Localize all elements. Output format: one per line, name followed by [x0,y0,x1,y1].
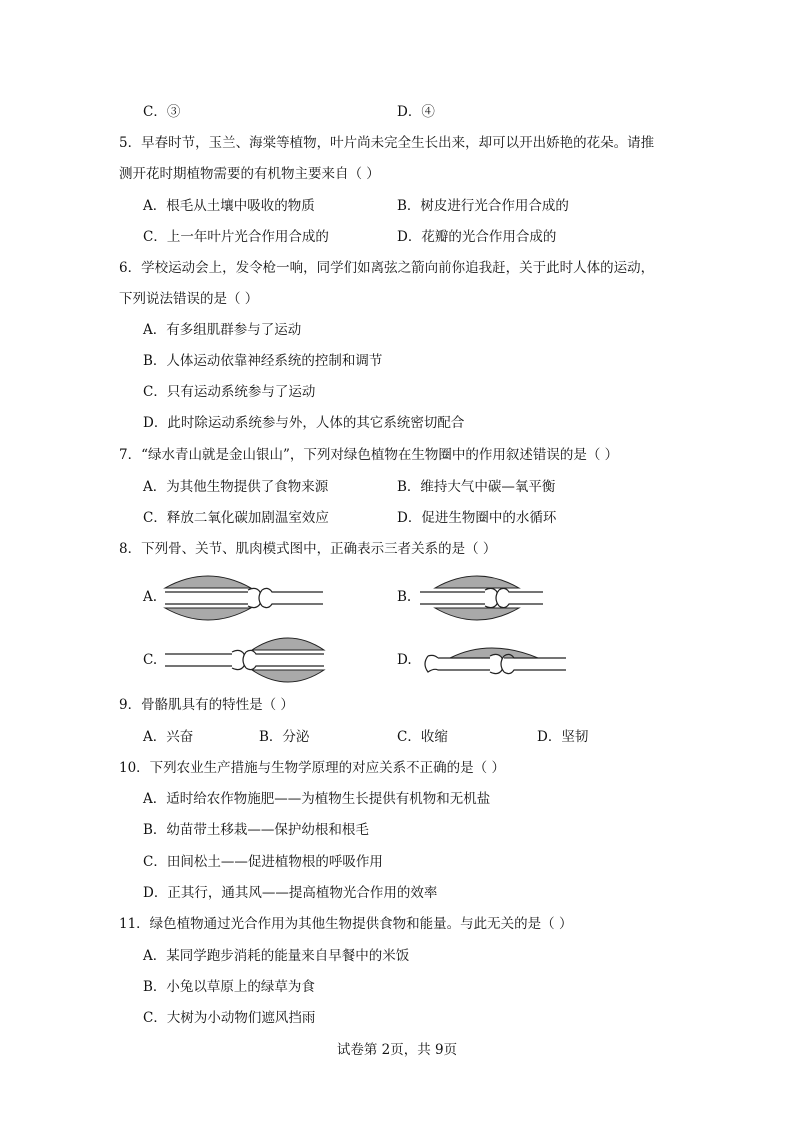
q9-option-a: A．兴奋 [143,729,194,745]
q7-option-d: D．促进生物圈中的水循环 [397,510,557,526]
q9-option-c: C．收缩 [397,729,448,745]
q8-stem-line1: 8．下列骨、关节、肌肉模式图中，正确表示三者关系的是（ ） [119,541,497,557]
q8-option-b-label: B. [397,589,412,605]
q6-option-d: D．此时除运动系统参与外，人体的其它系统密切配合 [143,415,465,431]
q6-option-c: C．只有运动系统参与了运动 [143,384,316,400]
q4-option-c: C．③ [143,104,181,120]
q11-stem-line1: 11．绿色植物通过光合作用为其他生物提供食物和能量。与此无关的是（ ） [119,916,573,932]
q8-figure-a [160,570,330,626]
page-footer: 试卷第 2页，共 9页 [336,1042,458,1058]
q6-option-b: B．人体运动依靠神经系统的控制和调节 [143,353,383,369]
q10-option-d: D．正其行，通其风——提高植物光合作用的效率 [143,885,438,901]
q7-option-a: A．为其他生物提供了食物来源 [143,479,329,495]
q8-option-a-label: A. [143,589,158,605]
q7-option-b: B．维持大气中碳—氧平衡 [397,479,556,495]
q9-stem-line1: 9．骨骼肌具有的特性是（ ） [119,697,294,713]
q8-figure-c [160,632,330,688]
q4-option-d: D．④ [397,104,435,120]
q7-option-c: C．释放二氧化碳加剧温室效应 [143,510,329,526]
q6-stem-line1: 6．学校运动会上，发令枪一响，同学们如离弦之箭向前你追我赶，关于此时人体的运动， [119,260,655,276]
q10-option-b: B．幼苗带土移栽——保护幼根和根毛 [143,822,369,838]
q5-option-a: A．根毛从土壤中吸收的物质 [143,198,315,214]
q11-option-b: B．小兔以草原上的绿草为食 [143,979,315,995]
q10-option-a: A．适时给农作物施肥——为植物生长提供有机物和无机盐 [143,791,491,807]
q5-stem-line2: 测开花时期植物需要的有机物主要来自（ ） [119,166,380,182]
q5-option-c: C．上一年叶片光合作用合成的 [143,229,329,245]
q8-option-d-label: D. [397,652,412,668]
q9-option-b: B．分泌 [259,729,310,745]
q8-option-c-label: C. [143,652,158,668]
q8-figure-d [420,636,570,684]
q11-option-a: A．某同学跑步消耗的能量来自早餐中的米饭 [143,948,410,964]
q8-figure-b [415,570,545,626]
q6-option-a: A．有多组肌群参与了运动 [143,322,302,338]
q10-stem-line1: 10．下列农业生产措施与生物学原理的对应关系不正确的是（ ） [119,760,505,776]
q7-stem-line1: 7．“绿水青山就是金山银山”，下列对绿色植物在生物圈中的作用叙述错误的是（ ） [119,447,619,463]
q11-option-c: C．大树为小动物们遮风挡雨 [143,1010,316,1026]
q5-stem-line1: 5．早春时节，玉兰、海棠等植物，叶片尚未完全生长出来，却可以开出娇艳的花朵。请推 [119,135,655,151]
q5-option-d: D．花瓣的光合作用合成的 [397,229,557,245]
q5-option-b: B．树皮进行光合作用合成的 [397,198,569,214]
q6-stem-line2: 下列说法错误的是（ ） [119,291,259,307]
q9-option-d: D．坚韧 [537,729,589,745]
q10-option-c: C．田间松土——促进植物根的呼吸作用 [143,854,383,870]
